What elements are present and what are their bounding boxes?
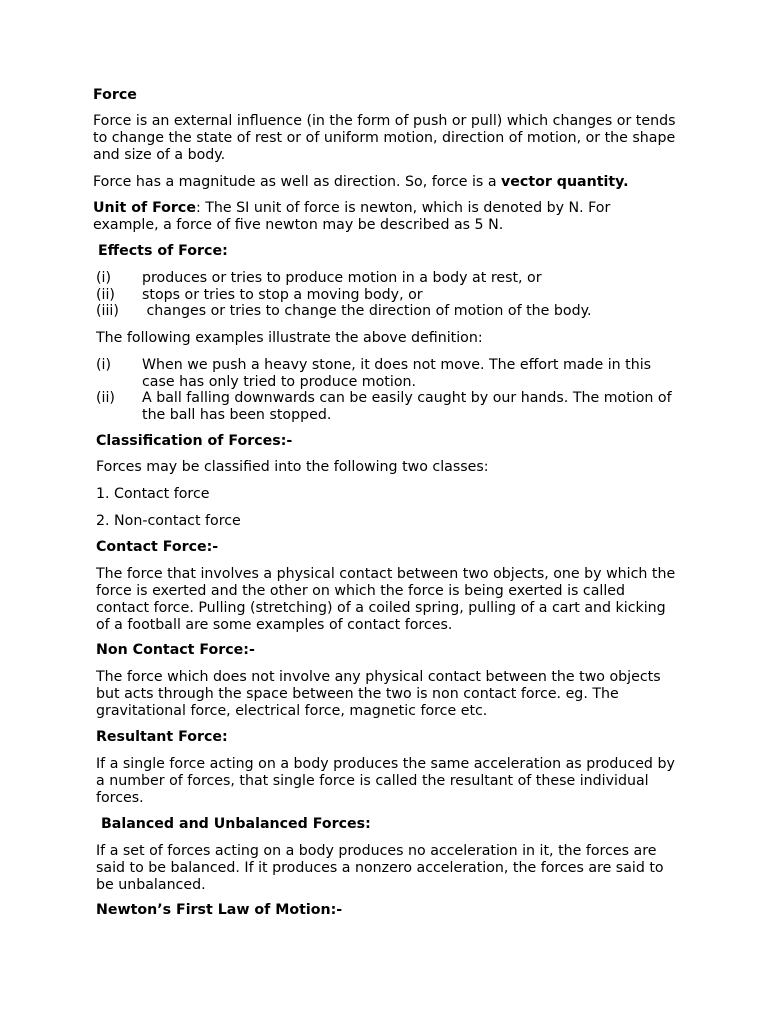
list-text: changes or tries to change the direction of motion of the body. [142, 303, 592, 319]
list-text: stops or tries to stop a moving body, or [142, 287, 423, 303]
newton-first-law-heading: Newton’s First Law of Motion:- [96, 902, 343, 918]
contact-force-paragraph: The force that involves a physical contact between two objects, one by which the force is exerted and the other on which the force is being exerted is called contact force. Pulling (stretching) of a coiled spring, pulling of a cart and kicking of a football are some examples of contact forces. [96, 566, 676, 633]
resultant-force-heading: Resultant Force: [96, 729, 228, 745]
list-number: (i) [96, 357, 112, 373]
resultant-force-paragraph: If a single force acting on a body produces the same acceleration as produced by a number of forces, that single force is called the resultant of these individual forces. [96, 756, 675, 806]
definition-paragraph: Force is an external influence (in the form of push or pull) which changes or tends to change the state of rest or of uniform motion, direction of motion, or the shape and size of a body. [93, 113, 676, 163]
non-contact-force-paragraph: The force which does not involve any physical contact between the two objects but acts through the space between the two is non contact force. eg. The gravitational force, electrical force, magnetic force etc. [96, 669, 661, 719]
unit-paragraph [93, 200, 653, 234]
magnitude-text: Force has a magnitude as well as direction. So, force is a [93, 174, 502, 190]
classification-heading: Classification of Forces:- [96, 433, 293, 449]
examples-intro: The following examples illustrate the above definition: [96, 330, 483, 346]
list-number: (i) [96, 270, 112, 286]
unit-text: : The SI unit of force is newton, which is denoted by N. For example, a force of five newton may be described as 5 N. [93, 200, 611, 233]
contact-force-heading: Contact Force:- [96, 539, 219, 555]
list-number: (iii) [96, 303, 119, 319]
list-text: When we push a heavy stone, it does not move. The effort made in this case has only tried to produce motion. [142, 357, 652, 390]
classification-intro: Forces may be classified into the following two classes: [96, 459, 489, 475]
non-contact-force-heading: Non Contact Force:- [96, 642, 255, 658]
vector-quantity-term: vector quantity. [501, 174, 629, 190]
page-title: Force [93, 87, 137, 103]
list-number: (ii) [96, 287, 115, 303]
balanced-forces-heading: Balanced and Unbalanced Forces: [96, 816, 371, 832]
magnitude-paragraph [93, 174, 693, 191]
unit-label: Unit of Force [93, 200, 196, 216]
balanced-forces-paragraph: If a set of forces acting on a body produces no acceleration in it, the forces are said to be balanced. If it produces a nonzero acceleration, the forces are said to be unbalanced. [96, 843, 664, 893]
non-contact-force-item: 2. Non-contact force [96, 513, 241, 529]
contact-force-item: 1. Contact force [96, 486, 210, 502]
list-text: A ball falling downwards can be easily caught by our hands. The motion of the ball has been stopped. [142, 390, 672, 423]
list-number: (ii) [96, 390, 115, 406]
list-text: produces or tries to produce motion in a body at rest, or [142, 270, 542, 286]
effects-heading: Effects of Force: [93, 243, 228, 259]
